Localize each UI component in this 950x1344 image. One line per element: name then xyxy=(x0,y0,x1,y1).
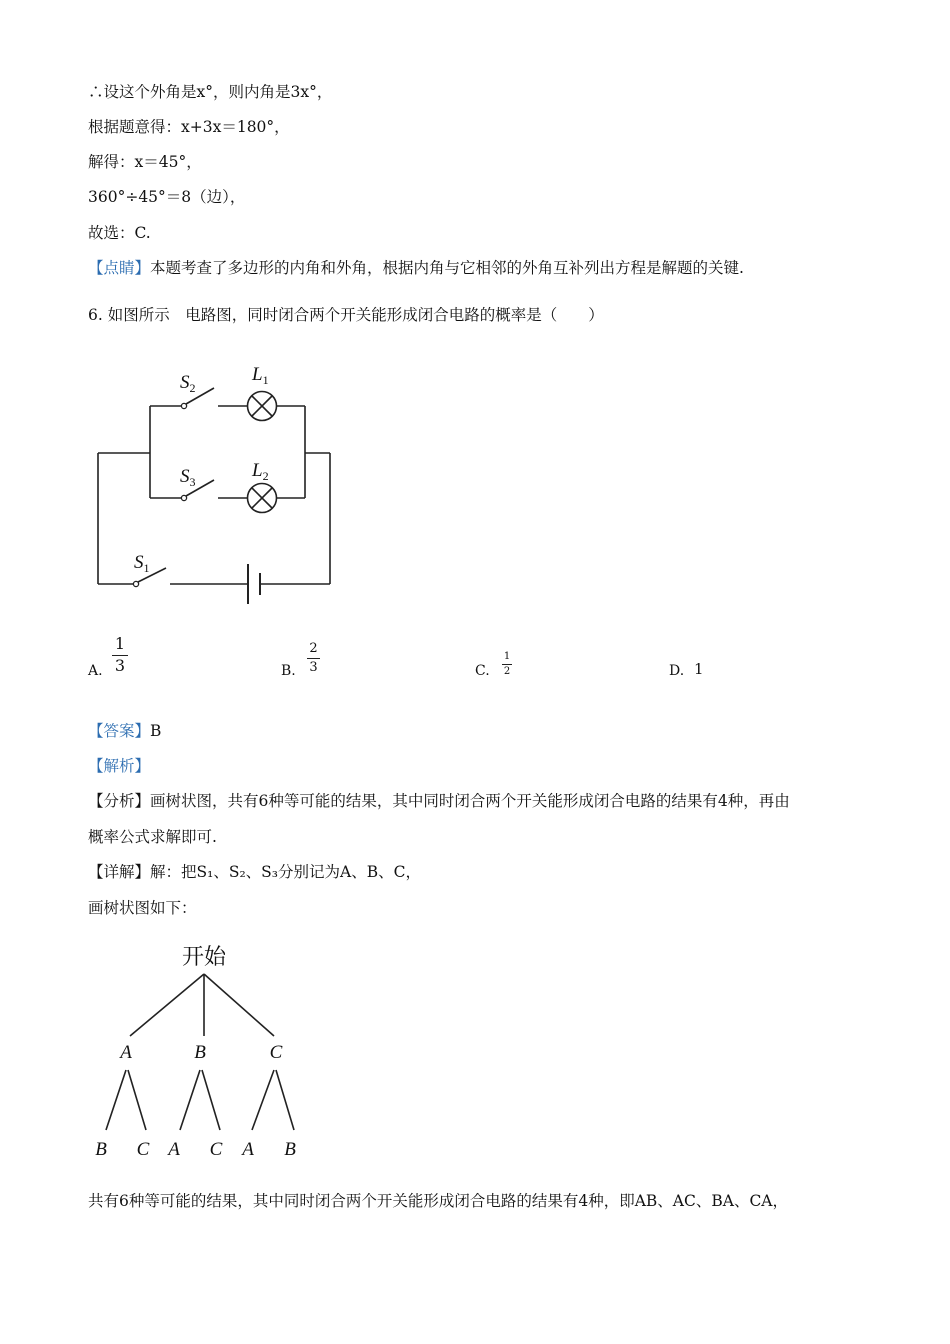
option-a-denominator: 3 xyxy=(112,655,128,676)
option-c-fraction xyxy=(502,650,512,678)
xiangjie-row xyxy=(88,861,421,883)
option-b-fraction xyxy=(307,640,320,676)
answer-tag: 【答案】 xyxy=(88,722,151,740)
tree-level2-node: C xyxy=(136,1139,150,1160)
answer-value: B xyxy=(150,722,162,740)
tree-intro: 画树状图如下： xyxy=(88,899,197,917)
dianjing-tag: 【点睛】 xyxy=(88,259,151,277)
dianjing-row xyxy=(88,257,744,279)
option-c-denominator: 2 xyxy=(503,666,511,677)
analysis-tag: 【解析】 xyxy=(88,757,151,775)
fenxi-row xyxy=(88,790,790,812)
label-s1: $S_1$ xyxy=(134,552,150,575)
option-a-fraction xyxy=(112,634,128,676)
option-c-numerator: 1 xyxy=(503,651,511,662)
conclusion-line: 共有6种等可能的结果，其中同时闭合两个开关能形成闭合电路的结果有4种，即AB、AC、BA、CA， xyxy=(88,1192,789,1210)
line-sides: 360°÷45°＝8（边）， xyxy=(88,188,246,206)
label-s2: $S_2$ xyxy=(180,372,196,395)
xiangjie-tag: 【详解】 xyxy=(88,863,151,881)
circuit-diagram xyxy=(90,358,350,608)
line-exterior-angle: ∴设这个外角是x°，则内角是3x°， xyxy=(88,83,333,101)
xiangjie-text: 解：把S₁、S₂、S₃分别记为A、B、C， xyxy=(150,863,421,881)
line-equation: 根据题意得：x+3x＝180°， xyxy=(88,118,290,136)
option-c-label: C. xyxy=(475,663,490,679)
fenxi-tag: 【分析】 xyxy=(88,792,151,810)
line-choice: 故选：C. xyxy=(88,224,151,242)
label-s3: $S_3$ xyxy=(180,466,196,489)
tree-level1-node: B xyxy=(194,1042,206,1063)
answer-row xyxy=(88,720,161,742)
tree-diagram xyxy=(88,938,328,1168)
label-l1: $L_1$ xyxy=(252,364,269,387)
option-d-label: D. xyxy=(669,663,685,679)
fenxi-text-1: 画树状图，共有6种等可能的结果，其中同时闭合两个开关能形成闭合电路的结果有4种，再由 xyxy=(150,792,790,810)
option-b-denominator: 3 xyxy=(307,658,320,676)
tree-level1-node: A xyxy=(120,1042,132,1063)
tree-level2-node: B xyxy=(95,1139,107,1160)
tree-level2-node: C xyxy=(209,1139,223,1160)
line-solution: 解得：x＝45°， xyxy=(88,153,202,171)
option-b-numerator: 2 xyxy=(309,641,318,656)
option-d-value: 1 xyxy=(694,660,704,678)
dianjing-text: 本题考查了多边形的内角和外角，根据内角与它相邻的外角互补列出方程是解题的关键. xyxy=(150,259,744,277)
tree-level2-node: B xyxy=(284,1139,296,1160)
fenxi-text-2: 概率公式求解即可. xyxy=(88,828,217,846)
tree-level2-node: A xyxy=(242,1139,254,1160)
option-a-label: A. xyxy=(88,663,103,679)
option-a-numerator: 1 xyxy=(114,634,126,653)
tree-root: 开始 xyxy=(181,944,227,969)
question-6: 6. 如图所示 电路图，同时闭合两个开关能形成闭合电路的概率是（ ） xyxy=(88,306,604,324)
label-l2: $L_2$ xyxy=(252,460,269,483)
option-b-label: B. xyxy=(281,663,296,679)
tree-level1-node: C xyxy=(269,1042,283,1063)
tree-level2-node: A xyxy=(168,1139,180,1160)
